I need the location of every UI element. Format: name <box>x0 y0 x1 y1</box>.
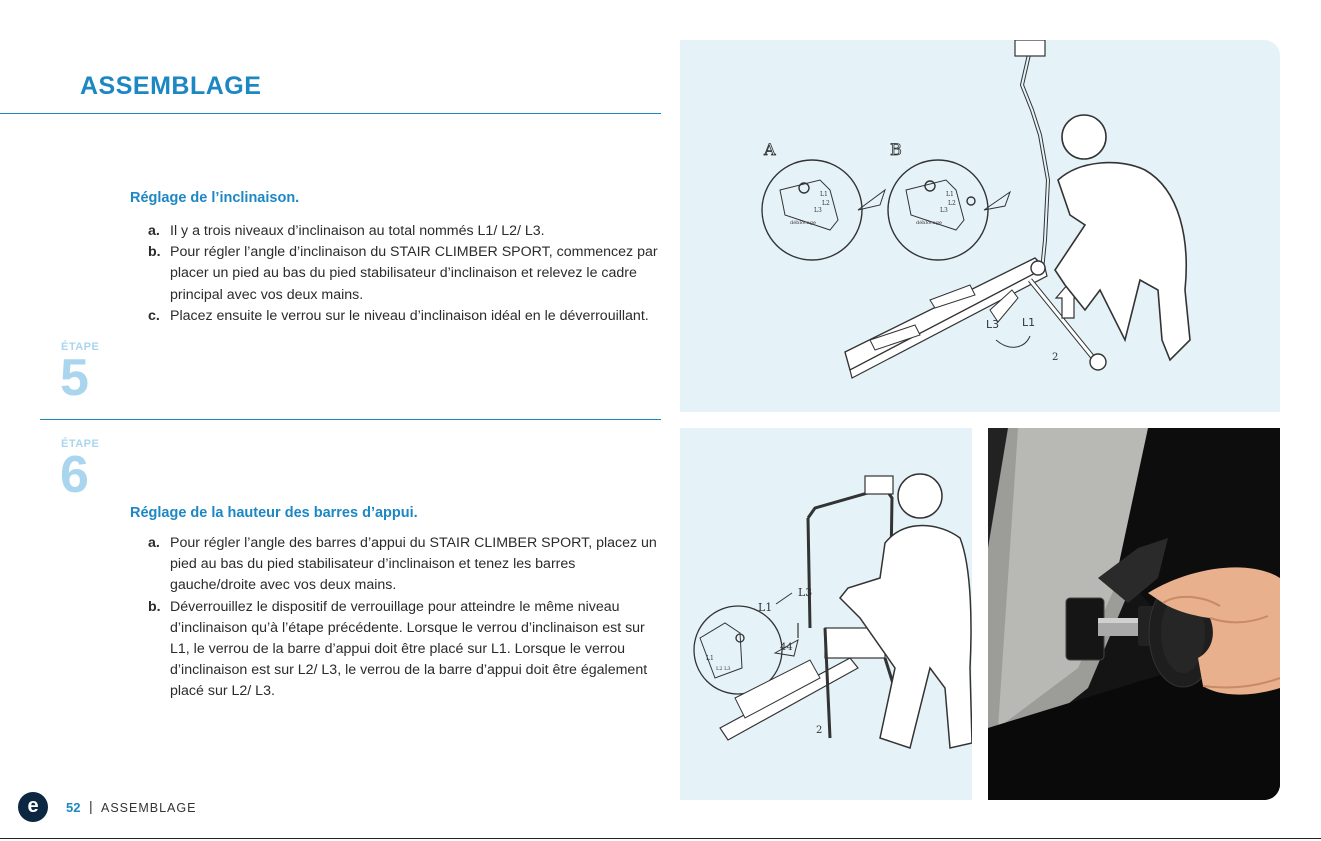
label-2: 2 <box>1052 352 1059 363</box>
step5-title: Réglage de l’inclinaison. <box>130 190 300 206</box>
list-text: Pour régler l’angle d’inclinaison du STAIR CLIMBER SPORT, commencez par placer un pied au bas du pied stabilisateur d’inclinaison et relevez le cadre principal avec vos deux mains. <box>170 244 658 303</box>
svg-text:L1: L1 <box>820 191 828 198</box>
label-l3: L3 <box>798 586 813 599</box>
label-44: 44 <box>780 642 793 653</box>
list-key: c. <box>148 307 160 324</box>
list-text: Pour régler l’angle des barres d’appui du STAIR CLIMBER SPORT, placez un pied au bas du pied stabilisateur d’inclinaison et tenez les barres gauche/droite avec vos deux mains. <box>170 535 657 594</box>
label-b: B <box>890 140 902 159</box>
svg-text:L2 L3: L2 L3 <box>716 666 731 672</box>
list-text: Déverrouillez le dispositif de verrouillage pour atteindre le même niveau d’inclinaison qu’à l’étape précédente. Lorsque le verrou d’inclinaison est sur L1, le verrou de la barre d’appui doit être placé sur L1. Lorsque le verrou d’inclinaison est sur L2/ L3, le verrou de la barre d’appui doit être également placé sur L2/ L3. <box>170 598 648 700</box>
svg-text:L3: L3 <box>940 207 948 214</box>
label-2: 2 <box>816 725 823 736</box>
figure-incline-panel <box>680 40 1280 412</box>
list-key: b. <box>148 598 161 615</box>
header-divider <box>0 113 661 114</box>
knob-photo-illustration <box>988 428 1280 800</box>
page-title: ASSEMBLAGE <box>80 72 262 100</box>
incline-illustration <box>680 40 1280 412</box>
footer-separator: | <box>89 798 93 814</box>
svg-text:L1: L1 <box>706 655 714 662</box>
label-l3: L3 <box>986 318 1000 331</box>
figure-knob-photo <box>988 428 1280 800</box>
list-text: Il y a trois niveaux d’inclinaison au total nommés L1/ L2/ L3. <box>170 223 545 239</box>
dial-b <box>888 160 988 260</box>
figure-handlebar-panel <box>680 428 972 800</box>
svg-text:L2: L2 <box>822 200 830 207</box>
svg-text:déblocage: déblocage <box>916 220 942 226</box>
step5-number: 5 <box>60 349 89 407</box>
svg-text:L1: L1 <box>946 191 954 198</box>
label-l1: L1 <box>1022 316 1036 329</box>
list-key: b. <box>148 244 161 261</box>
list-item <box>148 221 660 242</box>
handlebar-illustration <box>680 428 972 800</box>
list-item <box>148 306 660 327</box>
list-key: a. <box>148 535 160 551</box>
step6-label: ÉTAPE <box>61 438 100 450</box>
step5-label: ÉTAPE <box>61 341 100 353</box>
footer-section: ASSEMBLAGE <box>101 801 197 815</box>
dial-a <box>762 160 862 260</box>
step6-list <box>148 533 660 703</box>
section-divider <box>40 419 661 420</box>
step5-list <box>148 221 660 327</box>
svg-text:L2: L2 <box>948 200 956 207</box>
list-item <box>148 597 660 703</box>
list-text: Placez ensuite le verrou sur le niveau d’inclinaison idéal en le déverrouillant. <box>170 307 649 324</box>
step6-number: 6 <box>60 446 89 504</box>
svg-text:déblocage: déblocage <box>790 220 816 226</box>
list-item <box>148 242 660 306</box>
logo-letter: e <box>27 795 39 817</box>
svg-text:L3: L3 <box>814 207 822 214</box>
page-number: 52 <box>66 800 81 815</box>
list-item <box>148 533 660 597</box>
page-bottom-rule <box>0 838 1321 839</box>
step6-title: Réglage de la hauteur des barres d’appui. <box>130 505 418 521</box>
label-a: A <box>764 140 776 159</box>
label-l1: L1 <box>758 601 773 614</box>
list-key: a. <box>148 223 160 239</box>
brand-logo <box>18 792 48 822</box>
